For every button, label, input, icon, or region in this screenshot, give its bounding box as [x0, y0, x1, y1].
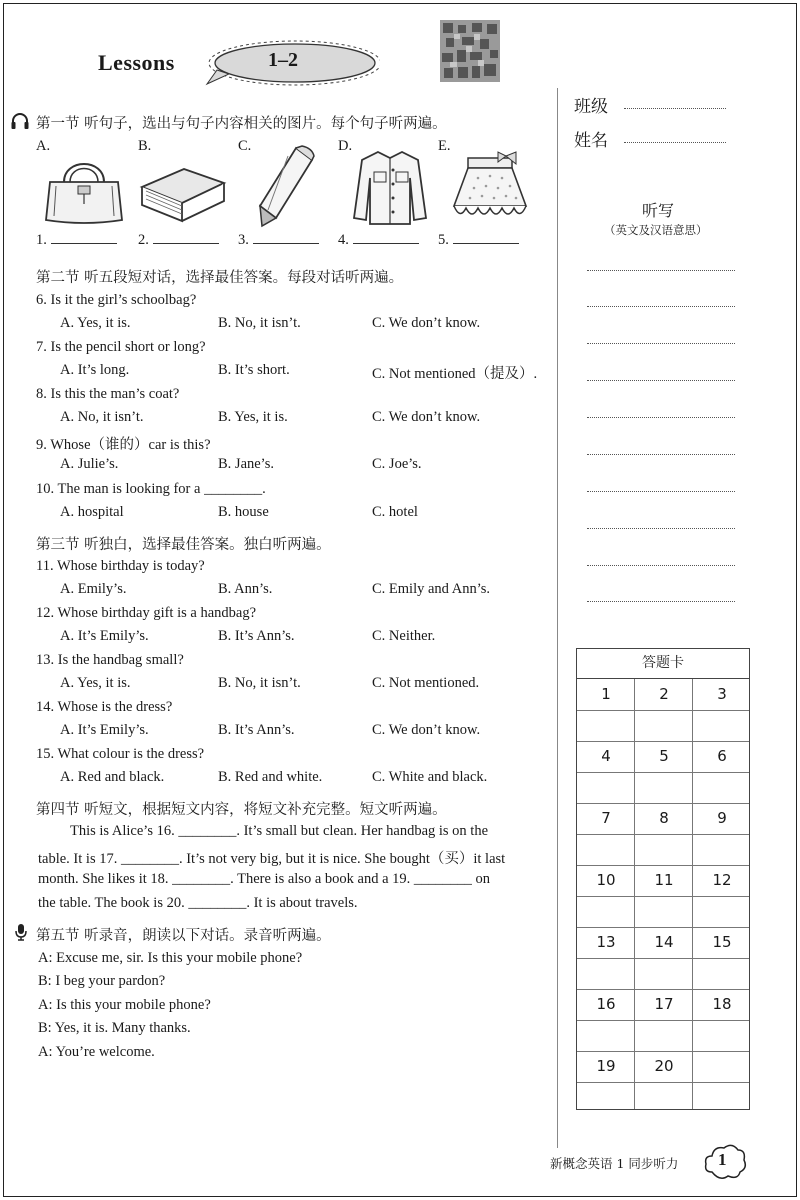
- answer-number: 13: [596, 933, 616, 951]
- class-field[interactable]: [624, 108, 726, 109]
- answer-number: 7: [601, 809, 611, 827]
- answer-number: 9: [717, 809, 727, 827]
- dictation-line[interactable]: [587, 528, 735, 529]
- passage-line: This is Alice’s 16. ________. It’s small but clean. Her handbag is on the: [70, 823, 489, 839]
- dictation-line[interactable]: [587, 417, 735, 418]
- picture-letter: B.: [138, 138, 152, 154]
- dialogue-line: B: I beg your pardon?: [38, 973, 166, 989]
- dialogue-line: B: Yes, it is. Many thanks.: [38, 1020, 191, 1036]
- answer-number: 15: [712, 933, 732, 951]
- answer-number: 2.: [138, 232, 149, 248]
- answer-number: 3.: [238, 232, 249, 248]
- dictation-subtitle: （英文及汉语意思）: [604, 225, 708, 237]
- section1-title: 第一节 听句子，选出与句子内容相关的图片。每个句子听两遍。: [36, 116, 447, 132]
- option-c[interactable]: C. Not mentioned（提及）.: [372, 366, 538, 382]
- skirt-icon: [446, 150, 536, 226]
- microphone-icon: [14, 923, 28, 941]
- lesson-number: 1–2: [268, 49, 298, 71]
- book-icon: [138, 165, 228, 225]
- answer-number: 4: [601, 747, 611, 765]
- dictation-line[interactable]: [587, 601, 735, 602]
- picture-answer-5[interactable]: [438, 232, 519, 249]
- picture-answer-4[interactable]: [338, 232, 419, 249]
- question: 6. Is it the girl’s schoolbag?: [36, 292, 197, 308]
- answer-number: 3: [717, 685, 727, 703]
- answer-number: 2: [659, 685, 669, 703]
- option-c[interactable]: C. Emily and Ann’s.: [372, 581, 491, 597]
- option-c[interactable]: C. White and black.: [372, 769, 488, 785]
- option-b[interactable]: B. It’s Ann’s.: [218, 722, 295, 738]
- answer-number: 1.: [36, 232, 47, 248]
- answer-number: 18: [712, 995, 732, 1013]
- option-c[interactable]: C. We don’t know.: [372, 722, 481, 738]
- option-b[interactable]: B. No, it isn’t.: [218, 315, 301, 331]
- question: 10. The man is looking for a ________.: [36, 481, 266, 497]
- section5-title: 第五节 听录音，朗读以下对话。录音听两遍。: [36, 928, 331, 944]
- option-a[interactable]: A. hospital: [60, 504, 124, 520]
- option-a[interactable]: A. Julie’s.: [60, 456, 119, 472]
- picture-letter: D.: [338, 138, 353, 154]
- question: 8. Is this the man’s coat?: [36, 386, 180, 402]
- qr-code-icon: [440, 20, 500, 82]
- option-b[interactable]: B. Ann’s.: [218, 581, 273, 597]
- picture-letter: A.: [36, 138, 51, 154]
- passage-line: table. It is 17. ________. It’s not very big, but it is nice. She bought（买）it last: [38, 851, 506, 867]
- option-c[interactable]: C. hotel: [372, 504, 418, 520]
- option-c[interactable]: C. Not mentioned.: [372, 675, 480, 691]
- picture-answer-2[interactable]: [138, 232, 219, 249]
- dictation-line[interactable]: [587, 491, 735, 492]
- answer-number: 20: [654, 1057, 674, 1075]
- question: 11. Whose birthday is today?: [36, 558, 205, 574]
- question: 12. Whose birthday gift is a handbag?: [36, 605, 256, 621]
- question: 15. What colour is the dress?: [36, 746, 205, 762]
- footer-book-title: 新概念英语 1 同步听力: [550, 1156, 679, 1171]
- section3-title: 第三节 听独白，选择最佳答案。独白听两遍。: [36, 537, 331, 553]
- headphones-icon: [10, 112, 30, 130]
- option-a[interactable]: A. Yes, it is.: [60, 675, 131, 691]
- option-b[interactable]: B. It’s Ann’s.: [218, 628, 295, 644]
- dictation-line[interactable]: [587, 565, 735, 566]
- answer-number: 6: [717, 747, 727, 765]
- dialogue-line: A: Excuse me, sir. Is this your mobile phone?: [38, 950, 303, 966]
- page-number: 1: [718, 1150, 727, 1169]
- question: 13. Is the handbag small?: [36, 652, 184, 668]
- answer-number: 12: [712, 871, 732, 889]
- lessons-title: Lessons: [98, 50, 175, 75]
- option-a[interactable]: A. No, it isn’t.: [60, 409, 144, 425]
- answer-card-title: 答题卡: [577, 649, 749, 679]
- answer-number: 17: [654, 995, 674, 1013]
- option-b[interactable]: B. Yes, it is.: [218, 409, 288, 425]
- option-a[interactable]: A. Emily’s.: [60, 581, 127, 597]
- dictation-line[interactable]: [587, 343, 735, 344]
- class-label: 班级: [574, 97, 608, 117]
- dialogue-line: A: Is this your mobile phone?: [38, 997, 211, 1013]
- answer-number: 5: [659, 747, 669, 765]
- option-b[interactable]: B. Jane’s.: [218, 456, 274, 472]
- dictation-title: 听写: [642, 201, 675, 220]
- question: 7. Is the pencil short or long?: [36, 339, 206, 355]
- answer-number: 10: [596, 871, 616, 889]
- pencil-icon: [252, 144, 318, 228]
- option-c[interactable]: C. Neither.: [372, 628, 436, 644]
- dictation-line[interactable]: [587, 270, 735, 271]
- option-b[interactable]: B. No, it isn’t.: [218, 675, 301, 691]
- answer-number: 19: [596, 1057, 616, 1075]
- option-b[interactable]: B. house: [218, 504, 269, 520]
- option-b[interactable]: B. It’s short.: [218, 362, 290, 378]
- option-c[interactable]: C. We don’t know.: [372, 409, 481, 425]
- dictation-line[interactable]: [587, 454, 735, 455]
- passage-line: month. She likes it 18. ________. There is also a book and a 19. ________ on: [38, 871, 491, 887]
- option-c[interactable]: C. We don’t know.: [372, 315, 481, 331]
- section4-title: 第四节 听短文，根据短文内容，将短文补充完整。短文听两遍。: [36, 802, 447, 818]
- shirt-icon: [350, 148, 430, 228]
- passage-line: the table. The book is 20. ________. It is about travels.: [38, 895, 358, 911]
- option-a[interactable]: A. It’s Emily’s.: [60, 722, 149, 738]
- answer-number: 5.: [438, 232, 449, 248]
- option-a[interactable]: A. It’s Emily’s.: [60, 628, 149, 644]
- name-field[interactable]: [624, 142, 726, 143]
- answer-number: 14: [654, 933, 674, 951]
- question: 9. Whose（谁的）car is this?: [36, 437, 211, 453]
- picture-letter: E.: [438, 138, 451, 154]
- name-label: 姓名: [574, 131, 608, 151]
- answer-number: 4.: [338, 232, 349, 248]
- dialogue-line: A: You’re welcome.: [38, 1044, 155, 1060]
- option-a[interactable]: A. Red and black.: [60, 769, 165, 785]
- answer-card: [576, 648, 750, 1110]
- question: 14. Whose is the dress?: [36, 699, 173, 715]
- handbag-icon: [42, 152, 126, 226]
- answer-number: 8: [659, 809, 669, 827]
- option-a[interactable]: A. It’s long.: [60, 362, 130, 378]
- section2-title: 第二节 听五段短对话，选择最佳答案。每段对话听两遍。: [36, 270, 404, 286]
- picture-answer-3[interactable]: [238, 232, 319, 249]
- option-a[interactable]: A. Yes, it is.: [60, 315, 131, 331]
- answer-number: 1: [601, 685, 611, 703]
- dictation-line[interactable]: [587, 380, 735, 381]
- picture-letter: C.: [238, 138, 252, 154]
- answer-number: 16: [596, 995, 616, 1013]
- picture-answer-1[interactable]: [36, 232, 117, 249]
- option-c[interactable]: C. Joe’s.: [372, 456, 422, 472]
- column-divider: [557, 88, 558, 1148]
- option-b[interactable]: B. Red and white.: [218, 769, 323, 785]
- answer-number: 11: [654, 871, 674, 889]
- dictation-line[interactable]: [587, 306, 735, 307]
